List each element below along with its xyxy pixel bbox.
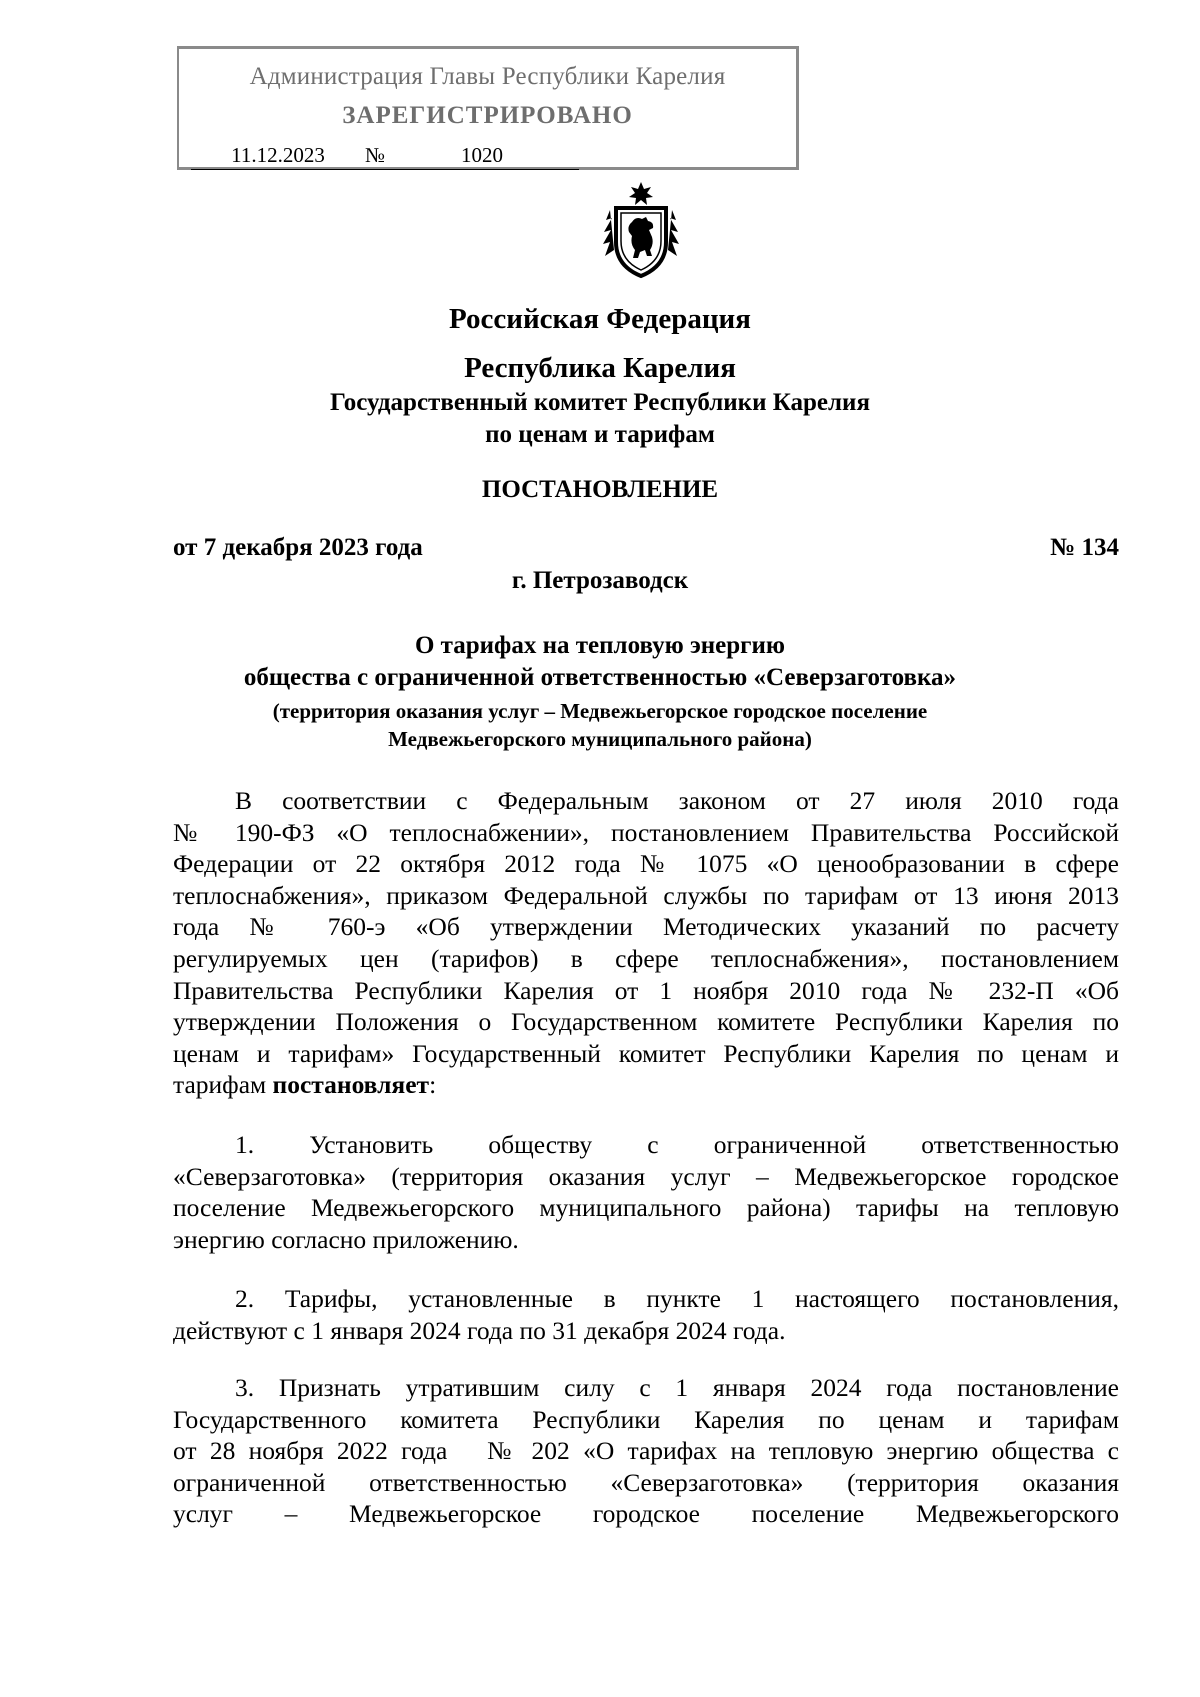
coat-of-arms-icon xyxy=(596,180,686,280)
preamble-paragraph xyxy=(173,785,1119,1101)
item-line: 1. Установить обществу с ограниченной ответственностью xyxy=(235,1130,1119,1159)
preamble-last-prefix: тарифам xyxy=(173,1070,273,1100)
item-3-paragraph xyxy=(173,1372,1119,1530)
republic-title: Республика Карелия xyxy=(464,352,736,384)
document-number: № 134 xyxy=(1050,534,1119,561)
item-line: действуют с 1 января 2024 года по 31 декабря 2024 года. xyxy=(173,1315,786,1345)
preamble-line: В соответствии с Федеральным законом от 27 июля 2010 года xyxy=(235,786,1119,815)
item-line: «Северзаготовка» (территория оказания услуг – Медвежьегорское городское xyxy=(173,1161,1119,1191)
stamp-number-sign: № xyxy=(365,143,385,170)
preamble-line: теплоснабжения», приказом Федеральной службы по тарифам от 13 июня 2013 xyxy=(173,880,1119,910)
item-2-paragraph xyxy=(173,1283,1119,1346)
preamble-last-suffix: : xyxy=(429,1070,437,1100)
item-line: 3. Признать утратившим силу с 1 января 2024 года постановление xyxy=(235,1373,1119,1402)
preamble-line: Федерации от 22 октября 2012 года № 1075 «О ценообразовании в сфере xyxy=(173,849,1119,879)
subject-line4: Медвежьегорского муниципального района) xyxy=(388,727,812,751)
registration-stamp xyxy=(177,46,799,170)
item-line: энергию согласно приложению. xyxy=(173,1224,519,1254)
stamp-status: ЗАРЕГИСТРИРОВАНО xyxy=(342,102,633,129)
stamp-number: 1020 xyxy=(385,143,579,170)
item-line: услуг – Медвежьегорское городское поселение Медвежьегорского xyxy=(173,1499,1119,1529)
committee-line1: Государственный комитет Республики Карелия xyxy=(330,389,870,416)
item-line: от 28 ноября 2022 года № 202 «О тарифах на тепловую энергию общества с xyxy=(173,1436,1119,1466)
document-type: ПОСТАНОВЛЕНИЕ xyxy=(481,476,719,503)
subject-line1: О тарифах на тепловую энергию xyxy=(414,632,786,659)
stamp-registration-line xyxy=(191,143,579,170)
item-line: ограниченной ответственностью «Северзаготовка» (территория оказания xyxy=(173,1467,1119,1497)
item-line: 2. Тарифы, установленные в пункте 1 настоящего постановления, xyxy=(235,1284,1119,1313)
country-title: Российская Федерация xyxy=(449,303,751,335)
preamble-line: года № 760-э «Об утверждении Методических указаний по расчету xyxy=(173,912,1119,942)
stamp-date: 11.12.2023 xyxy=(191,143,365,170)
committee-line2: по ценам и тарифам xyxy=(485,421,715,448)
preamble-line: утверждении Положения о Государственном комитете Республики Карелия по xyxy=(173,1007,1119,1037)
preamble-line: регулируемых цен (тарифов) в сфере теплоснабжения», постановлением xyxy=(173,943,1119,973)
preamble-line: ценам и тарифам» Государственный комитет Республики Карелия по ценам и xyxy=(173,1038,1119,1068)
subject-line3: (территория оказания услуг – Медвежьегорское городское поселение xyxy=(272,699,928,723)
item-1-paragraph xyxy=(173,1129,1119,1255)
resolves-keyword: постановляет xyxy=(272,1070,430,1100)
subject-line2: общества с ограниченной ответственностью «Северзаготовка» xyxy=(243,664,957,691)
stamp-authority: Администрация Главы Республики Карелия xyxy=(249,63,726,90)
preamble-line: Правительства Республики Карелия от 1 ноября 2010 года № 232-П «Об xyxy=(173,975,1119,1005)
preamble-last-line xyxy=(173,1069,1119,1101)
preamble-line: № 190-ФЗ «О теплоснабжении», постановлением Правительства Российской xyxy=(173,817,1119,847)
item-line: поселение Медвежьегорского муниципального района) тарифы на тепловую xyxy=(173,1193,1119,1223)
document-date: от 7 декабря 2023 года xyxy=(173,534,423,561)
city: г. Петрозаводск xyxy=(511,567,689,594)
item-line: Государственного комитета Республики Карелия по ценам и тарифам xyxy=(173,1404,1119,1434)
